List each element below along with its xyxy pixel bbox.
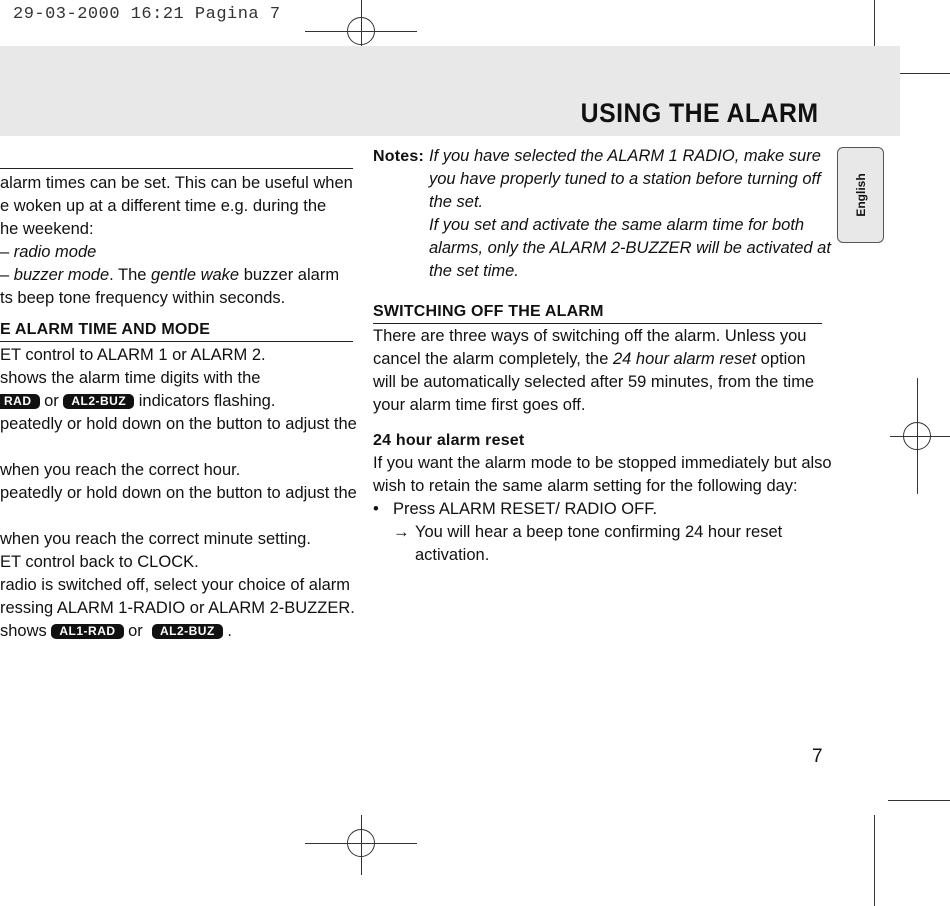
reset-line: wish to retain the same alarm setting for the following day: (373, 477, 798, 495)
note-line: the set. (429, 193, 484, 211)
al1-rad-badge: AL1-RAD (51, 624, 123, 639)
step-line (0, 436, 360, 459)
shows-line: shows AL1-RAD or AL2-BUZ . (0, 622, 232, 640)
bullet-icon: • (373, 500, 379, 518)
result-line: → You will hear a beep tone confirming 24 hour reset (393, 521, 828, 544)
registration-mark-right (903, 422, 931, 450)
section-heading-switching-off: SWITCHING OFF THE ALARM (373, 303, 604, 320)
switching-line: your alarm time first goes off. (373, 396, 586, 414)
crop-mark-right-bottom-v (874, 815, 875, 906)
notes-block (373, 145, 831, 283)
al2-buz-badge: AL2-BUZ (63, 394, 134, 409)
page-title: USING THE ALARM (580, 98, 818, 128)
note-line: alarms, only the ALARM 2-BUZZER will be activated at (429, 239, 831, 257)
page-number: 7 (812, 746, 823, 767)
result-line: activation. (415, 546, 490, 564)
al1-rad-badge: RAD (0, 394, 40, 409)
step-line: radio is switched off, select your choice of alarm (0, 576, 351, 594)
left-column (0, 172, 360, 643)
note-line: the set time. (429, 262, 519, 280)
reset-line: If you want the alarm mode to be stopped immediately but also (373, 454, 832, 472)
section-heading-alarm-time: E ALARM TIME AND MODE (0, 321, 211, 338)
intro-line: e woken up at a different time e.g. during the (0, 197, 327, 215)
radio-mode-line: – radio mode (0, 243, 97, 261)
note-line: you have properly tuned to a station before turning off (429, 170, 821, 188)
language-tab-label: English (853, 173, 868, 217)
right-column (373, 145, 832, 567)
print-header: 29-03-2000 16:21 Pagina 7 (13, 5, 281, 24)
switching-line: will be automatically selected after 59 minutes, from the time (373, 373, 815, 391)
section-heading-24h-reset: 24 hour alarm reset (373, 432, 525, 449)
step-line: ET control to ALARM 1 or ALARM 2. (0, 346, 266, 364)
step-line: peatedly or hold down on the button to adjust the (0, 484, 357, 502)
step-line: ressing ALARM 1-RADIO or ALARM 2-BUZZER. (0, 599, 355, 617)
note-line: If you set and activate the same alarm time for both (429, 216, 805, 234)
intro-line: alarm times can be set. This can be useful when (0, 174, 353, 192)
switching-line: There are three ways of switching off the alarm. Unless you (373, 327, 807, 345)
note-line: If you have selected the ALARM 1 RADIO, make sure (429, 147, 821, 165)
notes-label: Notes: (373, 148, 424, 165)
section-rule (373, 323, 822, 324)
beep-line: ts beep tone frequency within seconds. (0, 289, 286, 307)
left-top-rule (0, 168, 353, 169)
crop-mark-right-bottom-h (888, 800, 950, 801)
language-tab (837, 147, 884, 243)
step-line: when you reach the correct hour. (0, 461, 241, 479)
arrow-icon: → (393, 523, 410, 541)
bullet-item: • Press ALARM RESET/ RADIO OFF. (373, 498, 828, 521)
step-line (0, 505, 360, 528)
flashing-line: RAD or AL2-BUZ indicators flashing. (0, 390, 360, 413)
section-rule (0, 341, 353, 342)
al2-buz-badge: AL2-BUZ (152, 624, 223, 639)
registration-mark-top (347, 17, 375, 45)
step-line: peatedly or hold down on the button to adjust the (0, 415, 357, 433)
buzzer-mode-line: – buzzer mode. The gentle wake buzzer alarm (0, 266, 340, 284)
registration-mark-bottom (347, 829, 375, 857)
step-line: ET control back to CLOCK. (0, 553, 199, 571)
switching-line: cancel the alarm completely, the 24 hour alarm reset option (373, 350, 806, 368)
step-line: when you reach the correct minute setting. (0, 530, 311, 548)
intro-line: he weekend: (0, 220, 94, 238)
step-line: shows the alarm time digits with the (0, 369, 261, 387)
